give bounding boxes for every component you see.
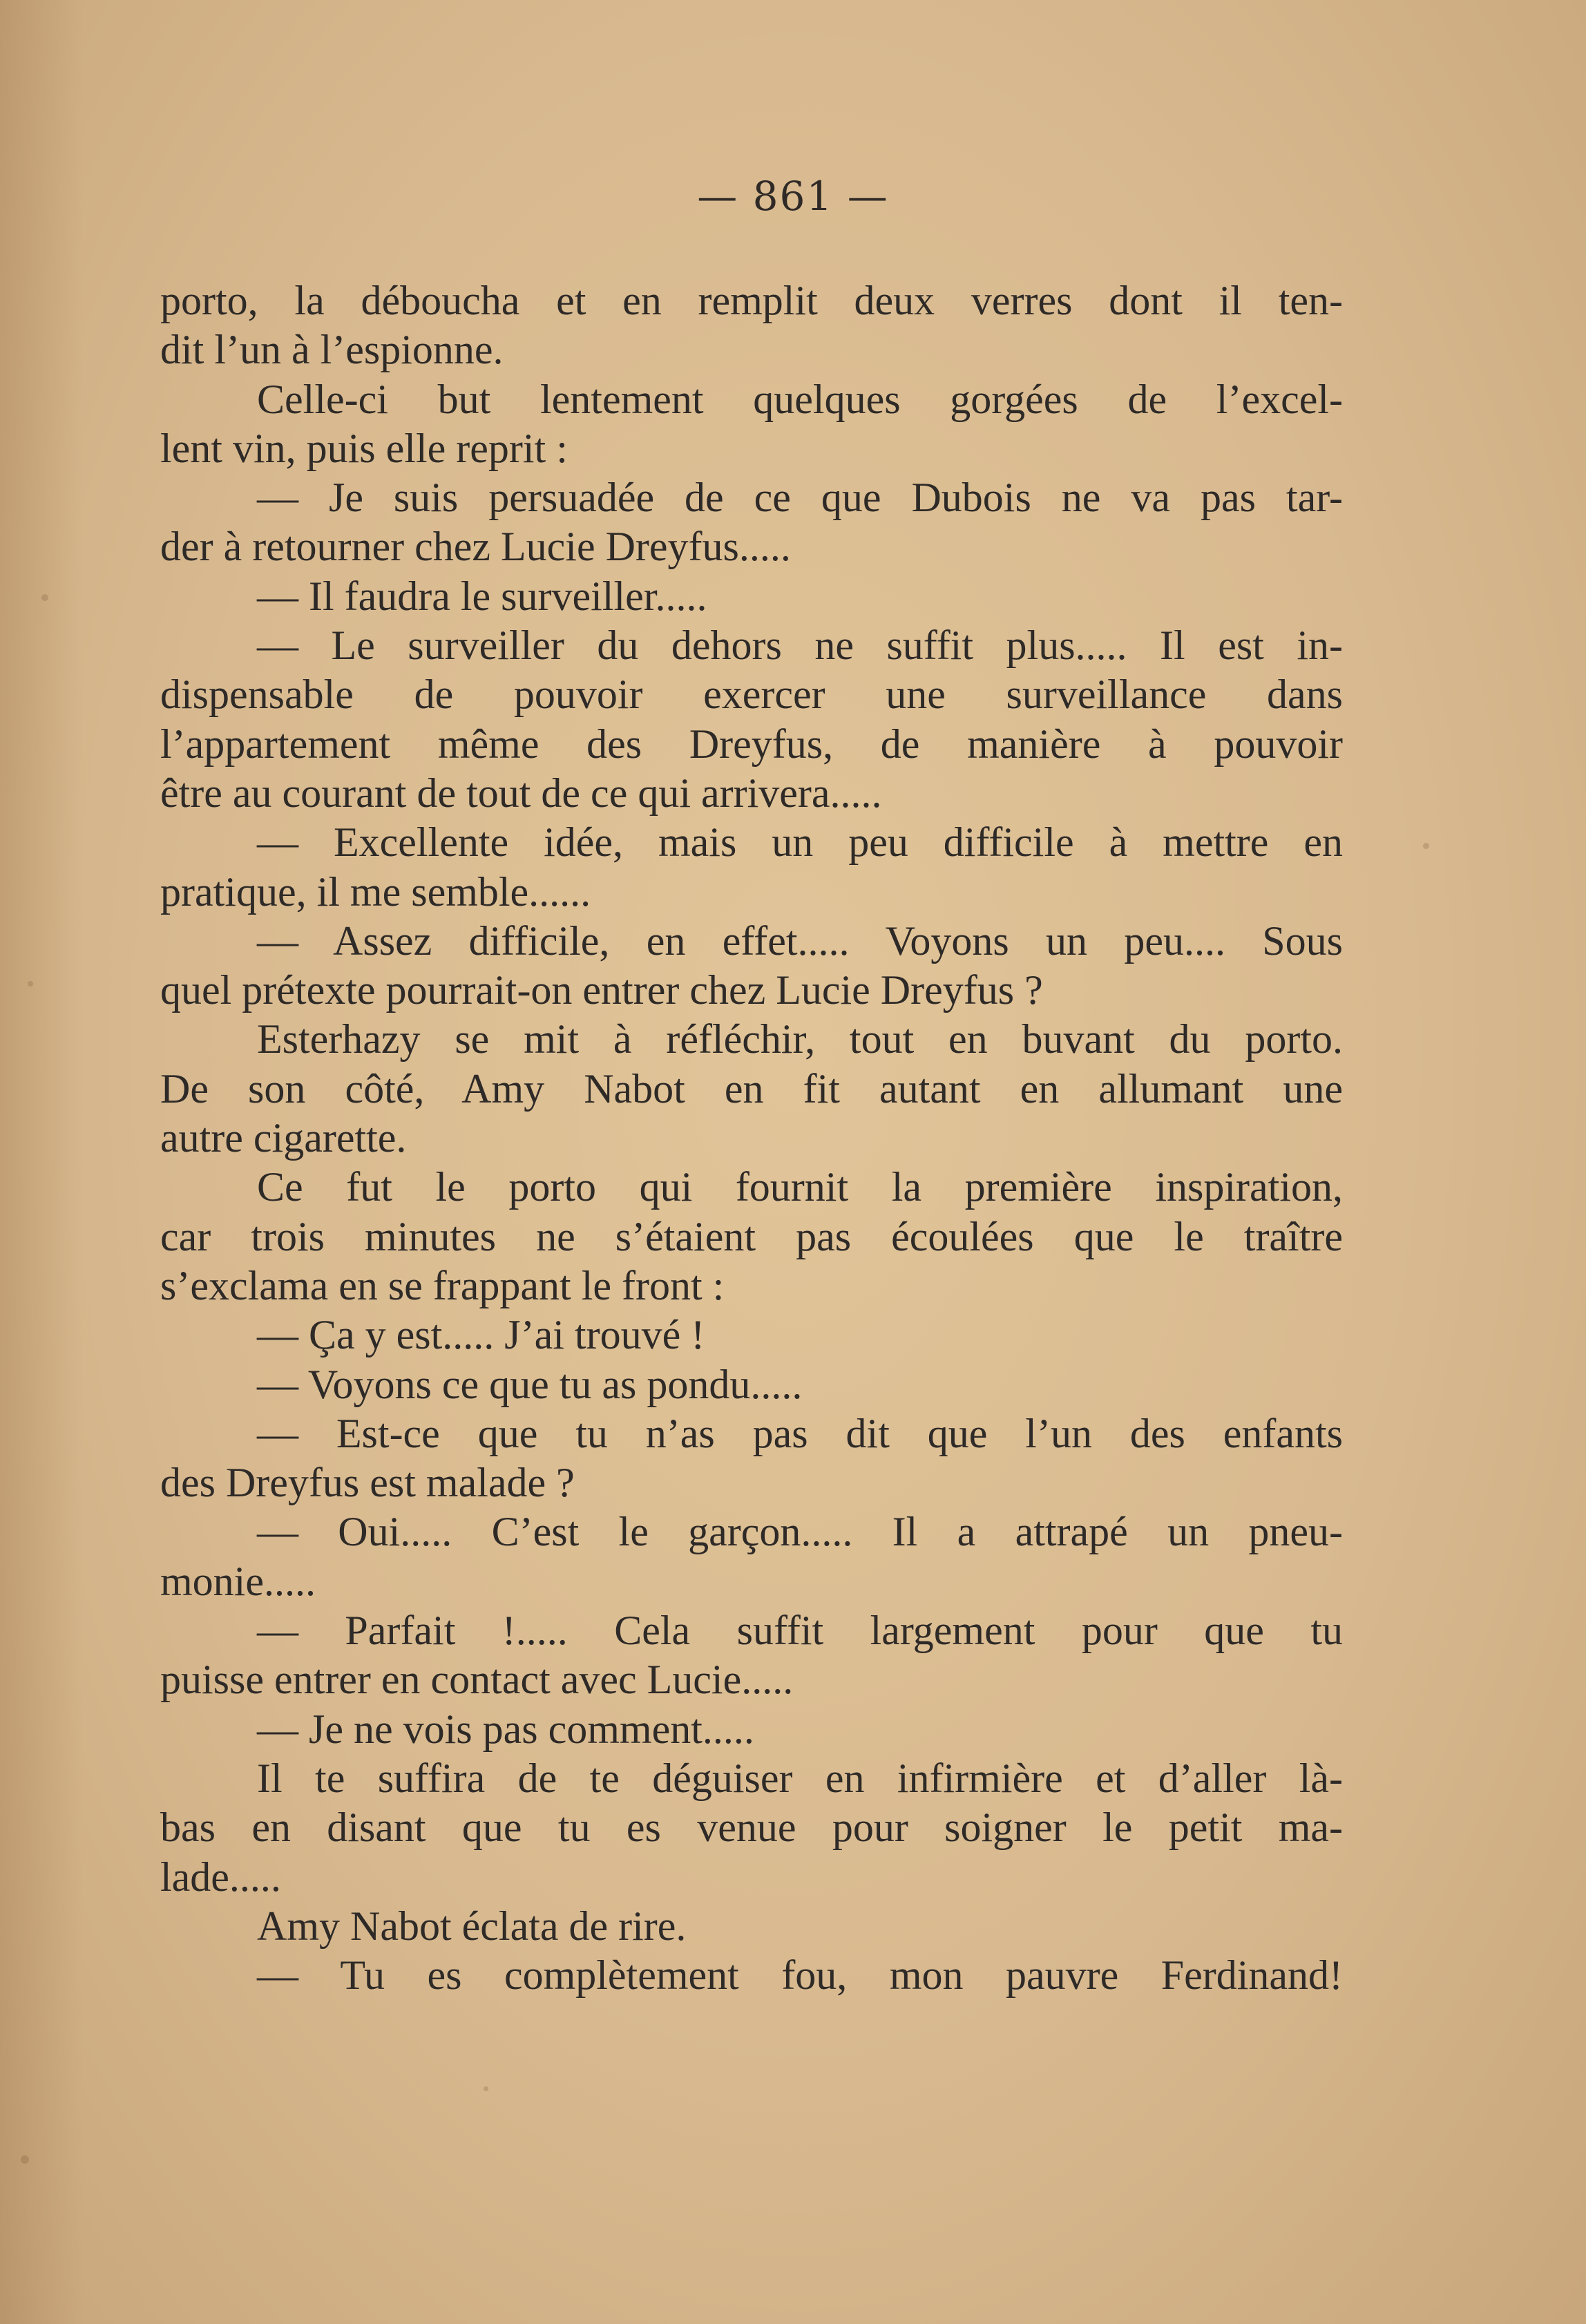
text-line: l’appartement même des Dreyfus, de manière à pouvoir [160, 721, 1343, 767]
text-line: dit l’un à l’espionne. [160, 327, 504, 373]
text-line: bas en disant que tu es venue pour soigner le petit ma- [160, 1804, 1343, 1851]
text-line: — Parfait !..... Cela suffit largement pour que tu [257, 1608, 1343, 1654]
text-line: s’exclama en se frappant le front : [160, 1262, 725, 1308]
text-line: Ce fut le porto qui fournit la première inspiration, [257, 1164, 1343, 1210]
paper-spot [484, 2086, 488, 2091]
text-line: De son côté, Amy Nabot en fit autant en allumant une [160, 1065, 1343, 1112]
text-line: autre cigarette. [160, 1115, 407, 1161]
text-line: pratique, il me semble...... [160, 868, 591, 915]
text-line: Esterhazy se mit à réfléchir, tout en buvant du porto. [257, 1016, 1343, 1063]
text-line: des Dreyfus est malade ? [160, 1460, 575, 1506]
text-line: Amy Nabot éclata de rire. [257, 1903, 687, 1949]
body-text [160, 276, 1343, 2000]
paper-spot [28, 981, 33, 987]
paper-spot [21, 2155, 29, 2164]
text-line: porto, la déboucha et en remplit deux verres dont il ten- [160, 278, 1343, 323]
text-line: der à retourner chez Lucie Dreyfus..... [160, 524, 791, 570]
page-number: — 861 — [697, 173, 889, 220]
text-line: — Je ne vois pas comment..... [257, 1706, 754, 1752]
text-line: lent vin, puis elle reprit : [160, 425, 568, 471]
text-line: puisse entrer en contact avec Lucie..... [160, 1657, 794, 1703]
text-line: car trois minutes ne s’étaient pas écoulées que le traître [160, 1213, 1343, 1259]
text-line: Celle-ci but lentement quelques gorgées de l’excel- [257, 376, 1343, 422]
text-line: — Je suis persuadée de ce que Dubois ne va pas tar- [257, 475, 1343, 521]
text-line: Il te suffira de te déguiser en infirmière et d’aller là- [257, 1755, 1343, 1801]
text-line: lade..... [160, 1854, 281, 1900]
text-line: — Est-ce que tu n’as pas dit que l’un des enfants [257, 1410, 1343, 1456]
text-line: dispensable de pouvoir exercer une surveillance dans [160, 672, 1343, 718]
text-line: quel prétexte pourrait-on entrer chez Lucie Dreyfus ? [160, 967, 1043, 1013]
text-line: — Oui..... C’est le garçon..... Il a attrapé un pneu- [257, 1509, 1343, 1555]
text-line: — Ça y est..... J’ai trouvé ! [257, 1312, 705, 1358]
text-line: — Assez difficile, en effet..... Voyons un peu.... Sous [257, 917, 1343, 964]
text-line: être au courant de tout de ce qui arrivera..... [160, 770, 882, 816]
text-line: — Le surveiller du dehors ne suffit plus..... Il est in- [257, 622, 1343, 669]
text-line: — Tu es complètement fou, mon pauvre Ferdinand! [257, 1952, 1343, 1999]
text-line: — Voyons ce que tu as pondu..... [257, 1361, 803, 1407]
text-line: — Excellente idée, mais un peu difficile à mettre en [257, 819, 1343, 866]
text-line: — Il faudra le surveiller..... [257, 573, 707, 619]
paper-spot [41, 594, 48, 601]
text-line: monie..... [160, 1558, 316, 1604]
paper-spot [1423, 843, 1429, 849]
